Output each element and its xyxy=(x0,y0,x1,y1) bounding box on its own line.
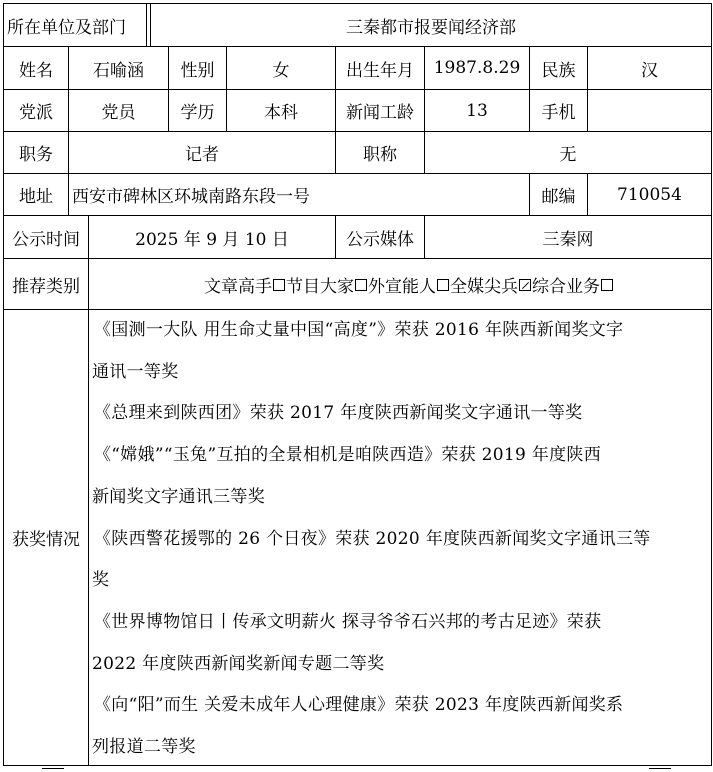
years-label: 新闻工龄 xyxy=(346,103,414,123)
birth-value: 1987.8.29 xyxy=(433,58,521,78)
footer-mark xyxy=(42,768,64,769)
option-label: 外宣能人 xyxy=(368,276,436,297)
award-line: 列报道二等奖 xyxy=(92,737,196,758)
date-value: 2025 年 9 月 10 日 xyxy=(135,229,289,250)
party-value: 党员 xyxy=(101,103,136,123)
checkbox-general[interactable] xyxy=(601,279,613,291)
party-label: 党派 xyxy=(19,103,53,123)
footer-mark xyxy=(649,768,671,769)
birth-label: 出生年月 xyxy=(346,60,414,81)
checkbox-publicity[interactable] xyxy=(437,279,449,291)
award-line: 《总理来到陕西团》荣获 2017 年度陕西新闻奖文字通讯一等奖 xyxy=(94,403,583,424)
award-line: 通讯一等奖 xyxy=(92,361,179,382)
award-line: 《世界博物馆日丨传承文明薪火 探寻爷爷石兴邦的考古足迹》荣获 xyxy=(94,611,602,632)
option-label: 文章高手 xyxy=(204,276,272,297)
category-label: 推荐类别 xyxy=(12,276,80,297)
awards-list xyxy=(92,310,712,769)
award-line: 奖 xyxy=(92,570,110,591)
name-value: 石喻涵 xyxy=(93,60,144,81)
award-line: 《“嫦娥”“玉兔”互拍的全景相机是咱陕西造》荣获 2019 年度陕西 xyxy=(94,445,602,466)
award-line: 《向“阳”而生 关爱未成年人心理健康》荣获 2023 年度陕西新闻奖系 xyxy=(94,695,624,716)
category-options xyxy=(89,259,711,309)
checkbox-allmedia[interactable] xyxy=(519,279,531,291)
title-value: 无 xyxy=(559,145,577,165)
unit-label: 所在单位及部门 xyxy=(7,17,126,38)
option-label: 节目大家 xyxy=(286,276,354,297)
award-line: 《国测一大队 用生命丈量中国“高度”》荣获 2016 年陕西新闻奖文字 xyxy=(94,320,624,340)
media-label: 公示媒体 xyxy=(346,229,414,250)
zip-value: 710054 xyxy=(617,184,682,205)
addr-value: 西安市碑林区环城南路东段一号 xyxy=(72,187,310,207)
checkbox-article[interactable] xyxy=(273,279,285,291)
phone-value xyxy=(588,90,711,131)
duty-value: 记者 xyxy=(185,145,219,165)
award-line: 新闻奖文字通讯三等奖 xyxy=(92,486,265,507)
date-label: 公示时间 xyxy=(12,229,80,250)
addr-label: 地址 xyxy=(19,187,53,207)
unit-value: 三秦都市报要闻经济部 xyxy=(346,17,516,38)
title-label: 职称 xyxy=(363,145,397,165)
ethnic-value: 汉 xyxy=(641,60,658,81)
gender-label: 性别 xyxy=(180,60,215,81)
award-line: 2022 年度陕西新闻奖新闻专题二等奖 xyxy=(92,653,385,674)
edu-value: 本科 xyxy=(264,103,298,123)
name-label: 姓名 xyxy=(19,60,53,81)
checkbox-program[interactable] xyxy=(355,279,367,291)
ethnic-label: 民族 xyxy=(541,60,576,81)
awards-label: 获奖情况 xyxy=(12,530,80,550)
award-line: 《陕西警花援鄂的 26 个日夜》荣获 2020 年度陕西新闻奖文字通讯三等 xyxy=(94,528,651,549)
option-label: 综合业务 xyxy=(532,276,600,297)
duty-label: 职务 xyxy=(19,145,53,165)
edu-label: 学历 xyxy=(180,103,215,123)
phone-label: 手机 xyxy=(541,103,576,123)
zip-label: 邮编 xyxy=(541,187,576,207)
gender-value: 女 xyxy=(272,60,290,81)
years-value: 13 xyxy=(466,100,488,121)
media-value: 三秦网 xyxy=(542,229,594,250)
option-label: 全媒尖兵 xyxy=(450,276,518,297)
